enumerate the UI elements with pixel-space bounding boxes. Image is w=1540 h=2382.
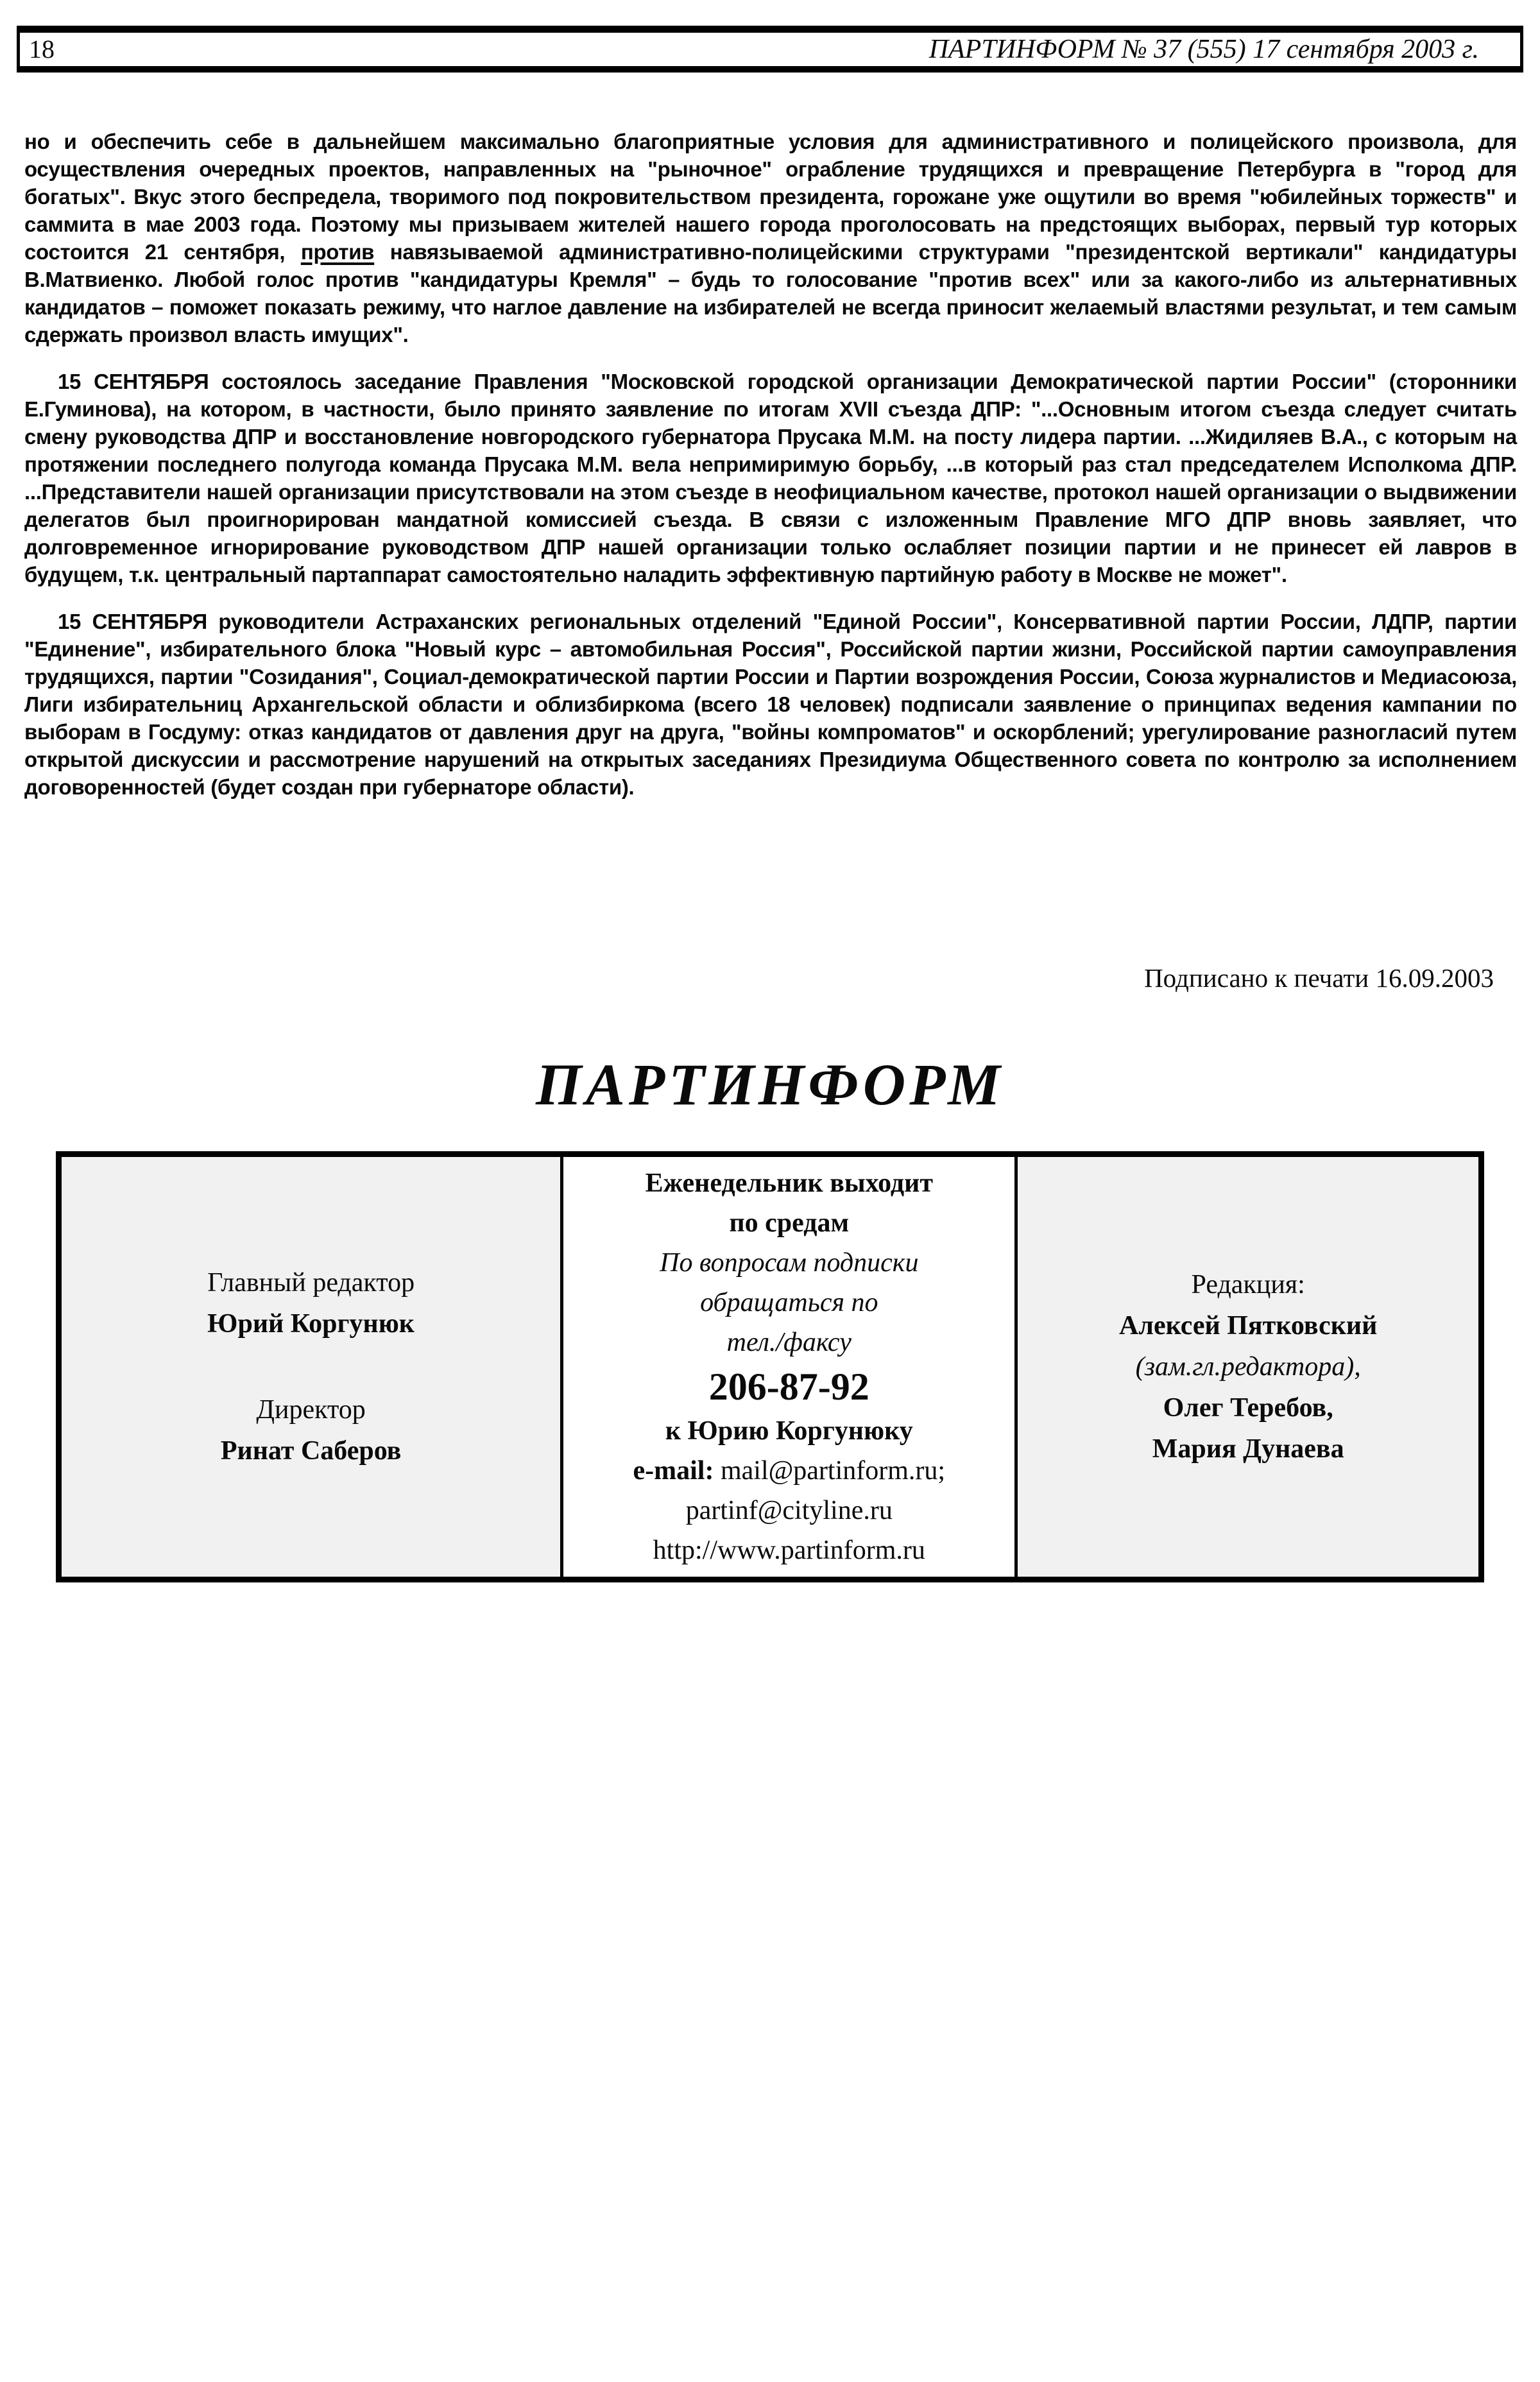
website-url: http://www.partinform.ru (653, 1536, 925, 1565)
editor-role: Главный редактор (207, 1268, 415, 1298)
email-label: e-mail: (633, 1456, 714, 1486)
phone-number: 206-87-92 (708, 1366, 869, 1408)
director-name: Ринат Саберов (220, 1436, 402, 1466)
subscription-line-1: По вопросам подписки (660, 1248, 919, 1278)
paragraph-1-text-before: но и обеспечить себе в дальнейшем максимально благоприятные условия для административного и полицейского произвола, для осуществления очередных проектов, направленных на "рыночное" ограбление трудящихся и превращение Петербурга в "город для богатых". Вкус этого беспредела, творимого под покровительством президента, горожане уже ощутили во время "юбилейных торжеств" и саммита в мае 2003 года. Поэтому мы призываем жителей нашего города проголосовать на предстоящих выборах, первый тур которых состоится 21 сентября, (24, 130, 1517, 264)
print-signoff-line: Подписано к печати 16.09.2003 (1144, 963, 1494, 993)
schedule-line-1: Еженедельник выходит (645, 1169, 933, 1198)
email-address-2: partinf@cityline.ru (685, 1496, 893, 1525)
paragraph-1-text-after: навязываемой административно-полицейскими структурами "президентской вертикали" кандидатуры В.Матвиенко. Любой голос против "кандидатуры Кремля" – будь то голосование "против всех" или за какого-либо из альтернативных кандидатов – поможет показать режиму, что наглое давление на избирателей не всегда приносит желаемый властями результат, и тем самым сдержать произвол власть имущих". (24, 240, 1517, 347)
editor-3-name: Мария Дунаева (1152, 1434, 1344, 1464)
issue-title: ПАРТИНФОРМ № 37 (555) 17 сентября 2003 г. (928, 35, 1479, 64)
editor-2-name: Олег Теребов, (1163, 1393, 1333, 1423)
deputy-editor-name: Алексей Пятковский (1119, 1311, 1378, 1341)
editorial-cell-editors (1018, 1157, 1478, 1577)
subscription-line-3: тел./факсу (726, 1328, 851, 1357)
editor-name: Юрий Коргунюк (207, 1309, 415, 1339)
editorial-cell-contacts (560, 1157, 1018, 1577)
underlined-word: против (300, 240, 375, 264)
article-body (24, 128, 1517, 801)
editorial-cell-staff (62, 1157, 560, 1577)
email-line (633, 1451, 946, 1491)
deputy-editor-note: (зам.гл.редактора), (1135, 1352, 1361, 1382)
masthead-title: ПАРТИНФОРМ (536, 1052, 1004, 1117)
director-role: Директор (256, 1395, 366, 1425)
redaction-title: Редакция: (1191, 1270, 1305, 1299)
email-address-1: mail@partinform.ru; (714, 1456, 946, 1486)
page-number: 18 (29, 35, 55, 64)
running-header (17, 26, 1523, 73)
body-paragraph-2: 15 СЕНТЯБРЯ состоялось заседание Правления "Московской городской организации Демократической партии России" (сторонники Е.Гуминова), на котором, в частности, было принято заявление по итогам XVII съезда ДПР: "...Основным итогом съезда следует считать смену руководства ДПР и восстановление новгородского губернатора Прусака М.М. на посту лидера партии. ...Жидиляев В.А., с которым на протяжении последнего полугода команда Прусака М.М. вела непримиримую борьбу, ...в который раз стал председателем Исполкома ДПР. ...Представители нашей организации присутствовали на этом съезде в неофициальном качестве, протокол нашей организации о выдвижении делегатов был проигнорирован мандатной комиссией съезда. В связи с изложенным Правление МГО ДПР вновь заявляет, что долговременное игнорирование руководством ДПР нашей организации только ослабляет позиции партии и не принесет ей лавров в будущем, т.к. центральный партаппарат самостоятельно наладить эффективную партийную работу в Москве не может". (24, 370, 1517, 587)
editorial-info-box (56, 1151, 1484, 1582)
body-paragraph-1 (24, 128, 1517, 348)
contact-person-line: к Юрию Коргунюку (665, 1416, 913, 1446)
body-paragraph-3: 15 СЕНТЯБРЯ руководители Астраханских региональных отделений "Единой России", Консервативной партии России, ЛДПР, партии "Единение", избирательного блока "Новый курс – автомобильная Россия", Российской партии жизни, Российской партии самоуправления трудящихся, партии "Созидания", Социал-демократической партии России и Партии возрождения России, Союза журналистов и Медиасоюза, Лиги избирательниц Архангельской области и облизбиркома (всего 18 человек) подписали заявление о принципах ведения кампании по выборам в Госдуму: отказ кандидатов от давления друг на друга, "войны компроматов" и оскорблений; урегулирование разногласий путем открытой дискуссии и рассмотрение нарушений на открытых заседаниях Президиума Общественного совета по контролю за исполнением договоренностей (будет создан при губернаторе области). (24, 610, 1517, 799)
subscription-line-2: обращаться по (700, 1288, 878, 1317)
schedule-line-2: по средам (729, 1208, 850, 1238)
